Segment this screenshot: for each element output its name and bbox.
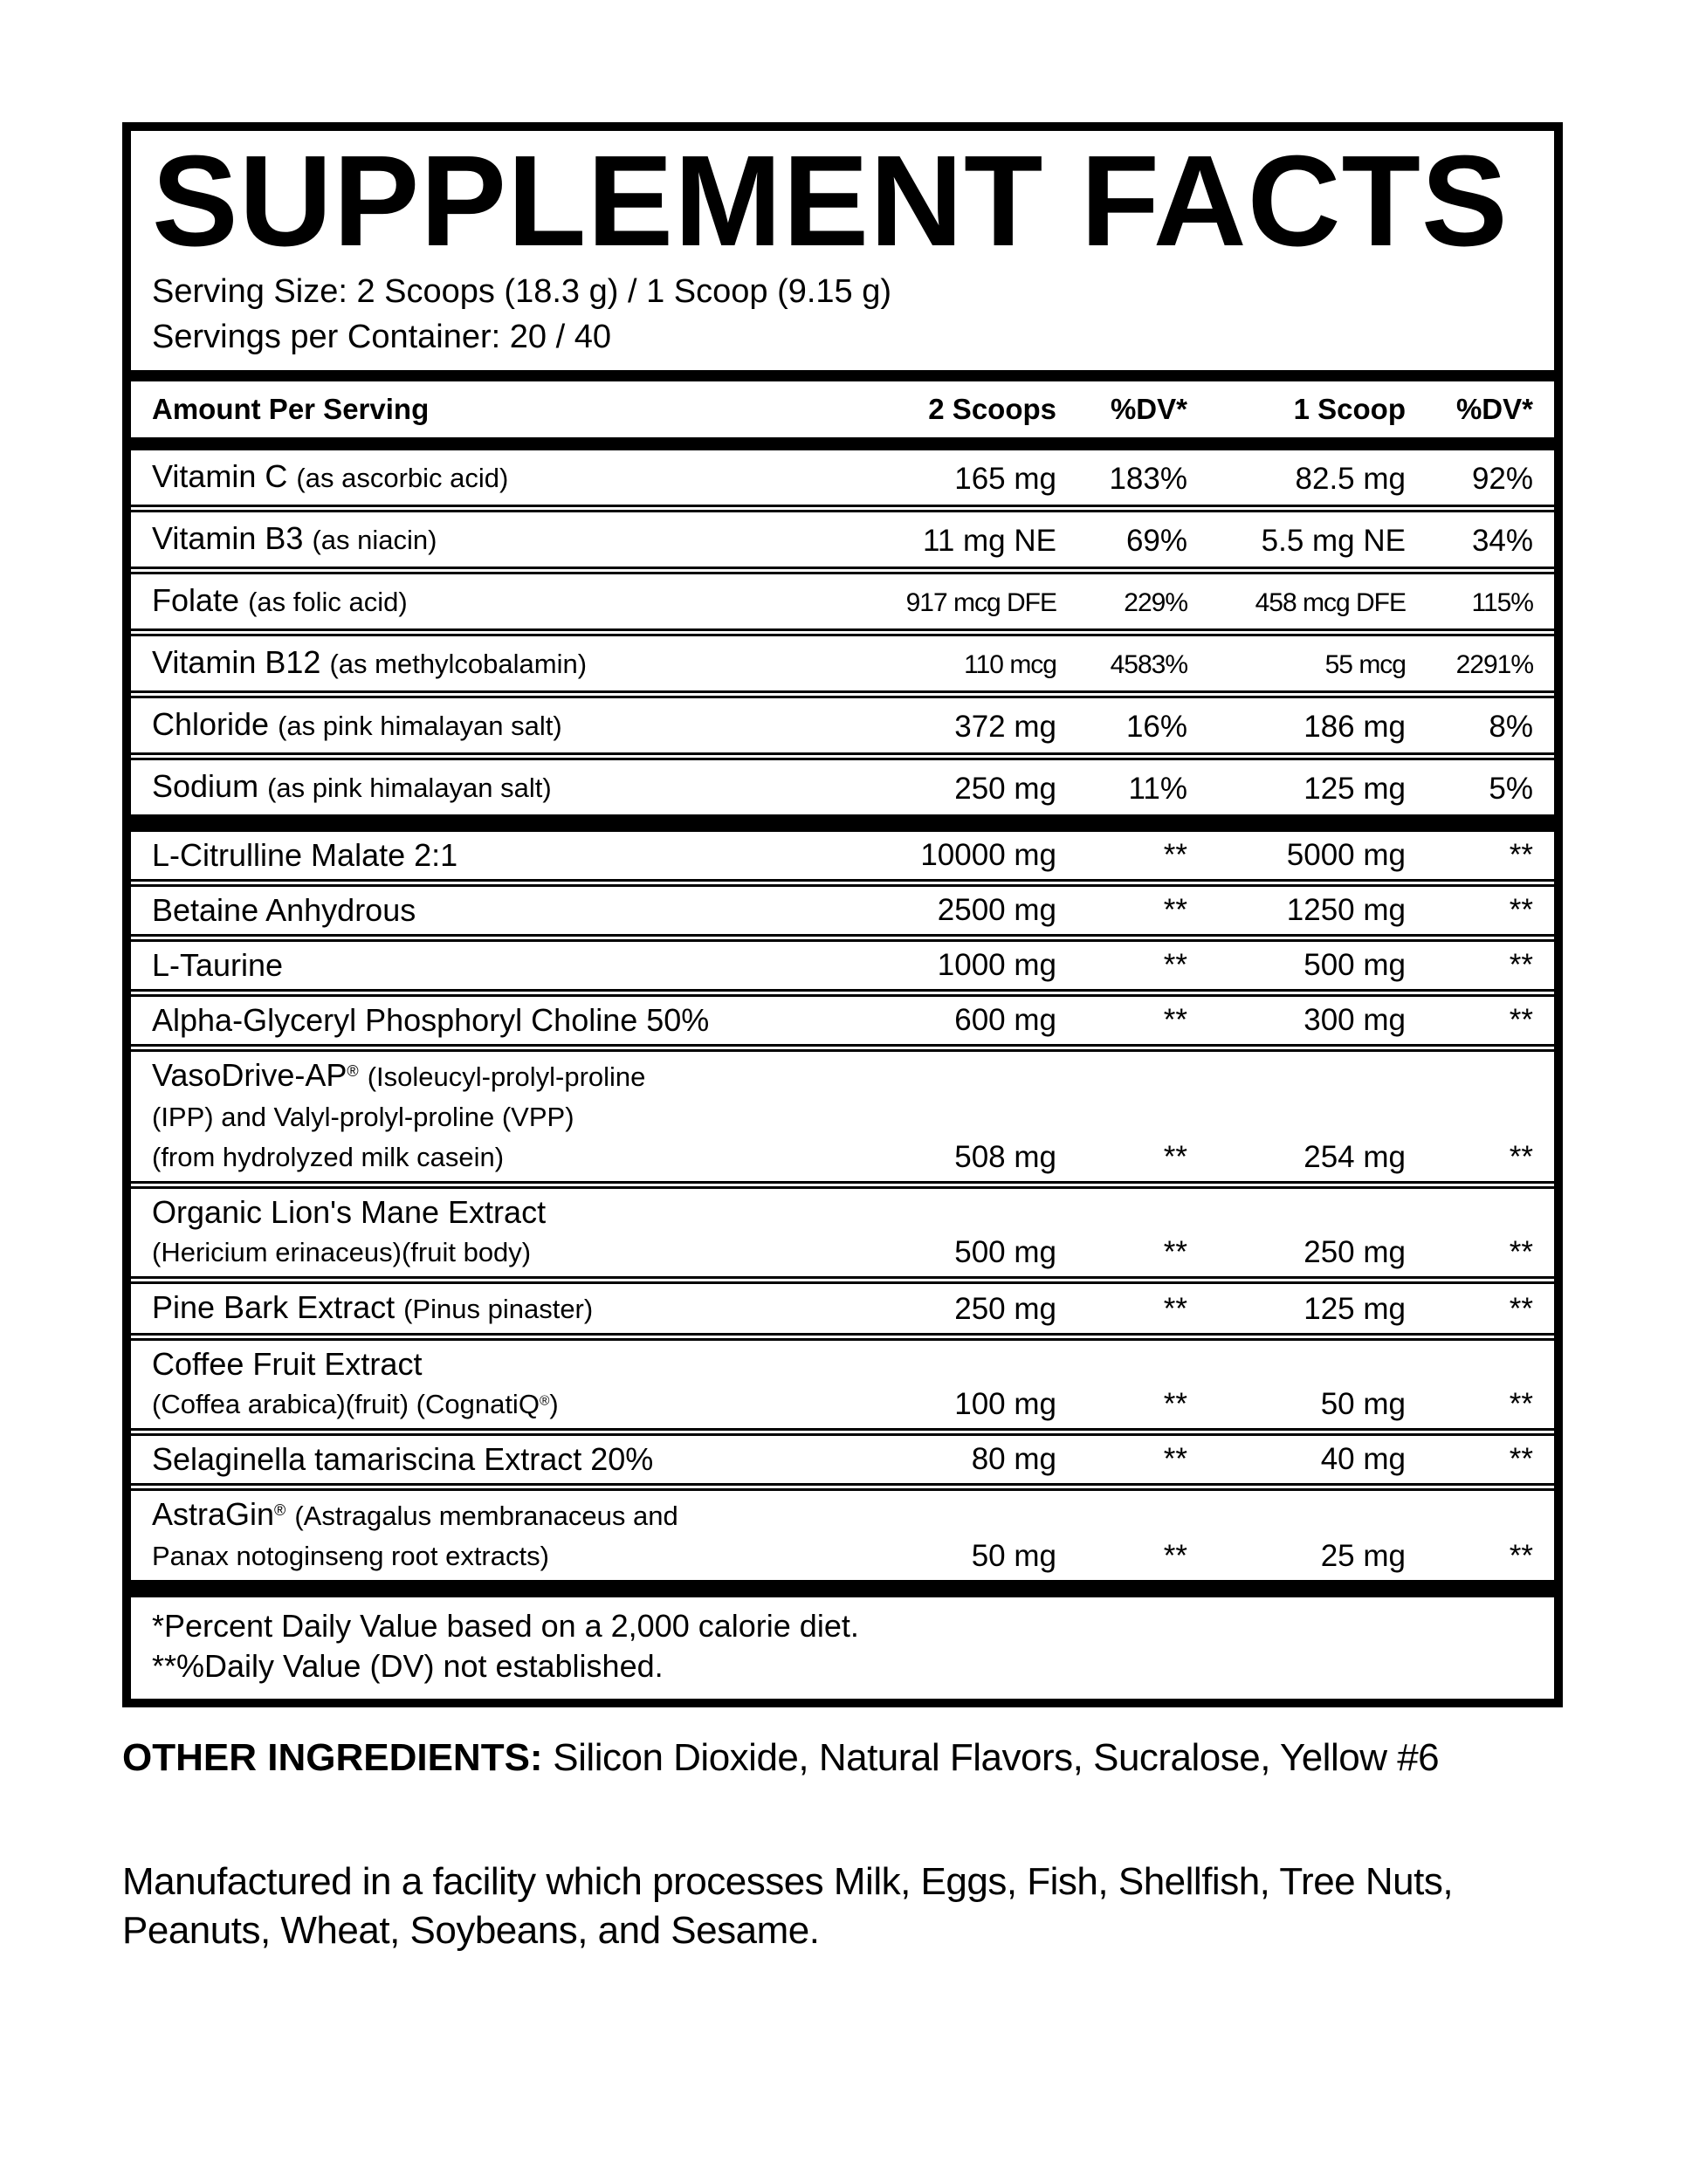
ingredient-name-segment: VasoDrive-AP®	[152, 1057, 359, 1093]
ingredient-name-segment: (from hydrolyzed milk casein)	[152, 1142, 505, 1172]
table-row	[131, 934, 1554, 989]
amount-2scoops: 50 mg	[971, 1539, 1056, 1573]
amount-2scoops: 500 mg	[954, 1235, 1056, 1269]
ingredient-name-segment: Betaine Anhydrous	[152, 892, 416, 928]
ingredient-name-segment: Coffee Fruit Extract	[152, 1346, 423, 1382]
ingredient-name	[152, 1056, 834, 1177]
ingredient-name-line	[152, 1096, 834, 1137]
amount-1scoop: 50 mg	[1320, 1387, 1406, 1421]
table-row	[131, 690, 1554, 752]
table-row	[131, 628, 1554, 690]
dv-1scoop: **	[1509, 1387, 1533, 1421]
supplement-facts-panel	[122, 122, 1563, 1707]
table-row	[131, 989, 1554, 1044]
allergen-notice	[122, 1858, 1606, 1955]
dv-1scoop: 2291%	[1455, 650, 1533, 679]
dv-2scoops: **	[1163, 1387, 1187, 1421]
ingredient-name-segment: (as niacin)	[312, 525, 437, 555]
amount-1scoop: 458 mcg DFE	[1255, 588, 1406, 617]
dv-2scoops: **	[1163, 838, 1187, 872]
ingredient-name	[152, 1345, 834, 1424]
divider-band-top	[131, 370, 1554, 381]
amount-2scoops: 1000 mg	[937, 948, 1056, 982]
ingredient-name-segment: Chloride	[152, 706, 279, 742]
ingredient-name-segment: (as pink himalayan salt)	[278, 711, 562, 741]
ingredient-name-segment: Folate	[152, 582, 249, 618]
servings-per-container-line: Servings per Container: 20 / 40	[152, 319, 611, 355]
ingredient-name-segment: (Hericium erinaceus)(fruit body)	[152, 1237, 532, 1267]
amount-1scoop: 125 mg	[1303, 1292, 1406, 1326]
amount-1scoop: 500 mg	[1303, 948, 1406, 982]
table-row	[131, 505, 1554, 567]
table-row	[131, 1181, 1554, 1276]
ingredient-name-line	[152, 1193, 834, 1232]
amount-2scoops: 165 mg	[954, 462, 1056, 496]
ingredient-name-segment: Sodium	[152, 768, 268, 804]
amount-2scoops: 600 mg	[954, 1003, 1056, 1037]
dv-1scoop: 115%	[1471, 588, 1533, 617]
ingredient-name-line	[152, 836, 834, 875]
ingredient-name-line	[152, 519, 834, 560]
ingredient-name-line	[152, 1535, 834, 1576]
ingredient-name-segment: (as ascorbic acid)	[296, 463, 509, 493]
ingredient-name-segment: (as folic acid)	[248, 587, 408, 617]
dv-1scoop: **	[1509, 948, 1533, 982]
ingredient-name	[152, 946, 834, 985]
ingredient-name-segment: L-Taurine	[152, 947, 284, 983]
ingredient-name-line	[152, 1384, 834, 1424]
column-header-dv-2scoops: %DV*	[1110, 393, 1187, 425]
ingredient-name-segment: Alpha-Glyceryl Phosphoryl Choline 50%	[152, 1002, 710, 1038]
table-row	[131, 1333, 1554, 1428]
ingredient-name-segment: (Astragalus membranaceus and	[294, 1501, 678, 1531]
ingredient-name-line	[152, 1495, 834, 1535]
table-row	[131, 832, 1554, 879]
table-row	[131, 752, 1554, 814]
ingredient-name	[152, 1193, 834, 1272]
registered-trademark-symbol: ®	[274, 1501, 286, 1520]
ingredient-name-line	[152, 457, 834, 498]
ingredient-name-line	[152, 1232, 834, 1272]
ingredient-name-line	[152, 580, 834, 622]
amount-1scoop: 5000 mg	[1286, 838, 1406, 872]
amount-1scoop: 55 mcg	[1324, 650, 1406, 679]
amount-2scoops: 250 mg	[954, 772, 1056, 806]
serving-size-line: Serving Size: 2 Scoops (18.3 g) / 1 Scoop (9.15 g)	[152, 273, 892, 310]
ingredient-name-segment: L-Citrulline Malate 2:1	[152, 837, 458, 873]
table-row	[131, 450, 1554, 505]
amount-1scoop: 40 mg	[1320, 1442, 1406, 1476]
ingredient-name-segment: (Coffea arabica)(fruit) (CognatiQ®)	[152, 1389, 559, 1419]
ingredient-name	[152, 836, 834, 875]
ingredient-name-line	[152, 1440, 834, 1479]
amount-1scoop: 25 mg	[1320, 1539, 1406, 1573]
amount-1scoop: 82.5 mg	[1295, 462, 1406, 496]
ingredient-name-segment: Panax notoginseng root extracts)	[152, 1541, 549, 1571]
dv-2scoops: 183%	[1109, 462, 1187, 496]
vitamins-section	[131, 450, 1554, 814]
amount-2scoops: 508 mg	[954, 1140, 1056, 1174]
amount-1scoop: 125 mg	[1303, 772, 1406, 806]
dv-1scoop: 8%	[1489, 710, 1533, 744]
table-row	[131, 879, 1554, 934]
ingredient-name	[152, 1440, 834, 1479]
table-row	[131, 1483, 1554, 1580]
ingredient-name-line	[152, 1137, 834, 1177]
dv-2scoops: **	[1163, 893, 1187, 927]
panel-title: SUPPLEMENT FACTS	[152, 129, 1509, 273]
table-row	[131, 567, 1554, 628]
dv-1scoop: 92%	[1471, 462, 1533, 496]
ingredient-name	[152, 519, 834, 560]
dv-2scoops: 69%	[1125, 524, 1187, 558]
ingredient-name-segment: Selaginella tamariscina Extract 20%	[152, 1441, 654, 1477]
amount-2scoops: 11 mg NE	[922, 524, 1056, 558]
ingredient-name-segment: (Isoleucyl-prolyl-proline	[367, 1061, 646, 1092]
other-ingredients-label: OTHER INGREDIENTS:	[122, 1736, 543, 1779]
dv-2scoops: **	[1163, 948, 1187, 982]
amount-1scoop: 1250 mg	[1286, 893, 1406, 927]
column-header-2-scoops: 2 Scoops	[928, 393, 1056, 425]
footnote-block	[131, 1597, 1554, 1699]
ingredient-name-line	[152, 946, 834, 985]
dv-1scoop: 5%	[1489, 772, 1533, 806]
table-row	[131, 1276, 1554, 1333]
registered-trademark-symbol: ®	[539, 1393, 550, 1409]
ingredient-name-segment: Vitamin B12	[152, 644, 330, 680]
ingredient-name-line	[152, 1056, 834, 1096]
ingredient-name-segment: (Pinus pinaster)	[403, 1294, 594, 1324]
dv-1scoop: **	[1509, 1292, 1533, 1326]
ingredient-name	[152, 1288, 834, 1329]
dv-2scoops: **	[1163, 1539, 1187, 1573]
table-header-row	[131, 381, 1554, 437]
ingredient-name-segment: (as pink himalayan salt)	[267, 773, 552, 803]
ingredient-name	[152, 457, 834, 498]
ingredient-name-segment: (as methylcobalamin)	[329, 649, 588, 679]
dv-2scoops: 11%	[1128, 772, 1187, 806]
ingredient-name-segment: AstraGin®	[152, 1496, 286, 1532]
table-row	[131, 1428, 1554, 1483]
ingredient-name-segment: Vitamin B3	[152, 520, 313, 556]
dv-2scoops: 229%	[1124, 588, 1187, 617]
amount-1scoop: 250 mg	[1303, 1235, 1406, 1269]
dv-1scoop: **	[1509, 1442, 1533, 1476]
ingredient-name-line	[152, 766, 834, 808]
amount-2scoops: 110 mcg	[964, 650, 1056, 679]
allergen-line-1: Manufactured in a facility which processes Milk, Eggs, Fish, Shellfish, Tree Nuts,	[122, 1860, 1454, 1903]
dv-2scoops: **	[1163, 1235, 1187, 1269]
amount-2scoops: 80 mg	[971, 1442, 1056, 1476]
amount-1scoop: 186 mg	[1303, 710, 1406, 744]
ingredient-name-segment: (IPP) and Valyl-prolyl-proline (VPP)	[152, 1102, 574, 1132]
ingredient-name	[152, 580, 834, 622]
dv-2scoops: 16%	[1125, 710, 1187, 744]
amount-1scoop: 254 mg	[1303, 1140, 1406, 1174]
dv-1scoop: **	[1509, 1539, 1533, 1573]
amount-2scoops: 917 mcg DFE	[905, 588, 1056, 617]
ingredient-name	[152, 1001, 834, 1040]
ingredient-name-segment: Organic Lion's Mane Extract	[152, 1194, 547, 1230]
footnote-dv: *Percent Daily Value based on a 2,000 calorie diet.	[152, 1608, 859, 1644]
divider-band-footnote	[131, 1580, 1554, 1597]
amount-2scoops: 10000 mg	[920, 838, 1056, 872]
ingredient-name-line	[152, 704, 834, 746]
dv-2scoops: **	[1163, 1003, 1187, 1037]
ingredient-name-line	[152, 1001, 834, 1040]
divider-band-section	[131, 814, 1554, 832]
dv-2scoops: 4583%	[1110, 650, 1187, 679]
ingredients-section	[131, 832, 1554, 1580]
ingredient-name	[152, 704, 834, 746]
ingredient-name	[152, 766, 834, 808]
footnote-dv-not-established: **%Daily Value (DV) not established.	[152, 1648, 664, 1684]
amount-2scoops: 100 mg	[954, 1387, 1056, 1421]
dv-1scoop: **	[1509, 1003, 1533, 1037]
amount-2scoops: 372 mg	[954, 710, 1056, 744]
ingredient-name-line	[152, 891, 834, 930]
dv-1scoop: 34%	[1471, 524, 1533, 558]
amount-1scoop: 5.5 mg NE	[1261, 524, 1406, 558]
dv-1scoop: **	[1509, 1140, 1533, 1174]
title-block	[131, 131, 1554, 370]
other-ingredients-line	[122, 1735, 1598, 1781]
ingredient-name-line	[152, 1345, 834, 1384]
ingredient-name-segment: Pine Bark Extract	[152, 1289, 404, 1325]
column-header-amount-per-serving: Amount Per Serving	[152, 393, 430, 425]
dv-1scoop: **	[1509, 838, 1533, 872]
ingredient-name	[152, 891, 834, 930]
ingredient-name-line	[152, 1288, 834, 1329]
dv-2scoops: **	[1163, 1140, 1187, 1174]
amount-1scoop: 300 mg	[1303, 1003, 1406, 1037]
dv-1scoop: **	[1509, 1235, 1533, 1269]
table-row	[131, 1044, 1554, 1181]
ingredient-name	[152, 1495, 834, 1576]
registered-trademark-symbol: ®	[347, 1062, 359, 1081]
dv-1scoop: **	[1509, 893, 1533, 927]
dv-2scoops: **	[1163, 1292, 1187, 1326]
dv-2scoops: **	[1163, 1442, 1187, 1476]
divider-band-header	[131, 437, 1554, 450]
ingredient-name	[152, 642, 834, 684]
amount-2scoops: 250 mg	[954, 1292, 1056, 1326]
amount-2scoops: 2500 mg	[937, 893, 1056, 927]
ingredient-name-line	[152, 642, 834, 684]
other-ingredients-text: Silicon Dioxide, Natural Flavors, Sucralose, Yellow #6	[542, 1736, 1440, 1779]
column-header-dv-1scoop: %DV*	[1455, 393, 1533, 425]
ingredient-name-segment: Vitamin C	[152, 458, 297, 494]
column-header-1-scoop: 1 Scoop	[1293, 393, 1406, 425]
allergen-line-2: Peanuts, Wheat, Soybeans, and Sesame.	[122, 1909, 820, 1952]
